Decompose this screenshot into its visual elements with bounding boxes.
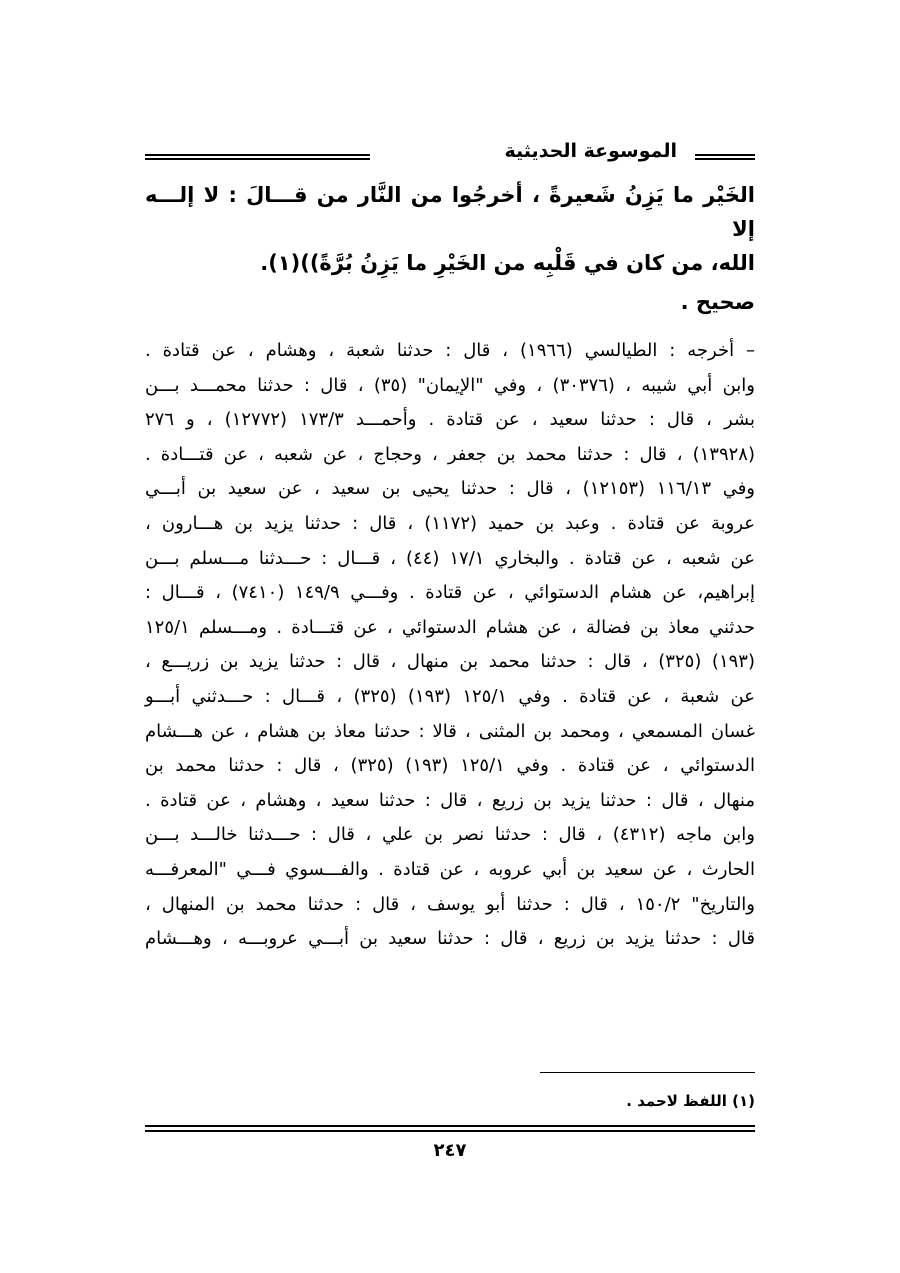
takhrij-line: الحارث ، عن سعيد بن أبي عروبه ، عن قتادة . والفـــسوي فـــي "المعرفـــه bbox=[145, 858, 755, 880]
takhrij-paragraph bbox=[145, 334, 755, 957]
takhrij-line: وابن ماجه (٤٣١٢) ، قال : حدثنا نصر بن علي ، قال : حـــدثنا خالـــد بـــن bbox=[145, 824, 755, 846]
hadith-line: الله، من كان في قَلْبِه من الخَيْرِ ما يَزِنُ بُرَّةً))(١). bbox=[260, 251, 755, 275]
takhrij-line: حدثني معاذ بن فضالة ، عن هشام الدستوائي ، عن قتـــادة . ومـــسلم ١٢٥/١ bbox=[145, 616, 755, 638]
takhrij-line: إبراهيم، عن هشام الدستوائي ، عن قتادة . وفـــي ١٤٩/٩ (٧٤١٠) ، قـــال : bbox=[145, 582, 755, 604]
takhrij-line: عن شعبه ، عن قتادة . والبخاري ١٧/١ (٤٤) ، قـــال : حـــدثنا مـــسلم بـــن bbox=[145, 547, 756, 569]
takhrij-line: غسان المسمعي ، ومحمد بن المثنى ، قالا : حدثنا معاذ بن هشام ، عن هـــشام bbox=[145, 720, 755, 742]
hadith-line: الخَيْر ما يَزِنُ شَعيرةً ، أخرجُوا من النَّار من قـــالَ : لا إلـــه إلا bbox=[145, 183, 755, 241]
footer-rule bbox=[145, 1125, 755, 1132]
footnote-separator bbox=[540, 1072, 755, 1073]
takhrij-line: وابن أبي شيبه ، (٣٠٣٧٦) ، وفي "الإيمان" (٣٥) ، قال : حدثنا محمـــد بـــن bbox=[145, 374, 755, 396]
header-title: الموسوعة الحديثية bbox=[504, 140, 677, 162]
takhrij-line: قال : حدثنا يزيد بن زريع ، قال : حدثنا سعيد بن أبـــي عروبـــه ، وهـــشام bbox=[145, 928, 755, 950]
takhrij-line: منهال ، قال : حدثنا يزيد بن زريع ، قال : حدثنا سعيد ، وهشام ، عن قتادة . bbox=[145, 789, 755, 811]
takhrij-line: والتاريخ" ١٥٠/٢ ، قال : حدثنا أبو يوسف ، قال : حدثنا محمد بن المنهال ، bbox=[145, 893, 755, 915]
page-body bbox=[145, 178, 755, 957]
takhrij-line: عروبة عن قتادة . وعبد بن حميد (١١٧٢) ، قال : حدثنا يزيد بن هـــارون ، bbox=[145, 512, 755, 534]
footnote: (١) اللفظ لاحمد . bbox=[626, 1092, 755, 1110]
takhrij-line: بشر ، قال : حدثنا سعيد ، عن قتادة . وأحمـــد ١٧٣/٣ (١٢٧٧٢) ، و ٢٧٦ bbox=[145, 409, 755, 431]
takhrij-line: وفي ١١٦/١٣ (١٢١٥٣) ، قال : حدثنا يحيى بن سعيد ، عن سعيد بن أبـــي bbox=[145, 478, 755, 500]
header-rule-left bbox=[145, 154, 370, 160]
hadith-grade: صحيح . bbox=[680, 290, 755, 314]
page-number: ٢٤٧ bbox=[433, 1140, 467, 1161]
hadith-text bbox=[145, 178, 755, 280]
takhrij-line: (١٣٩٢٨) ، قال : حدثنا محمد بن جعفر ، وحجاج ، عن شعبه ، عن قتـــادة . bbox=[145, 443, 755, 465]
header-rule-right bbox=[695, 154, 755, 160]
takhrij-line: (١٩٣) (٣٢٥) ، قال : حدثنا محمد بن منهال ، قال : حدثنا يزيد بن زريـــع ، bbox=[145, 651, 755, 673]
takhrij-line: الدستوائي ، عن قتادة . وفي ١٢٥/١ (١٩٣) (٣٢٥) ، قال : حدثنا محمد بن bbox=[145, 755, 755, 777]
takhrij-line: عن شعبة ، عن قتادة . وفي ١٢٥/١ (١٩٣) (٣٢٥) ، قـــال : حـــدثني أبـــو bbox=[145, 685, 755, 707]
takhrij-line: – أخرجه : الطيالسي (١٩٦٦) ، قال : حدثنا شعبة ، وهشام ، عن قتادة . bbox=[145, 340, 755, 361]
running-header bbox=[145, 140, 755, 170]
